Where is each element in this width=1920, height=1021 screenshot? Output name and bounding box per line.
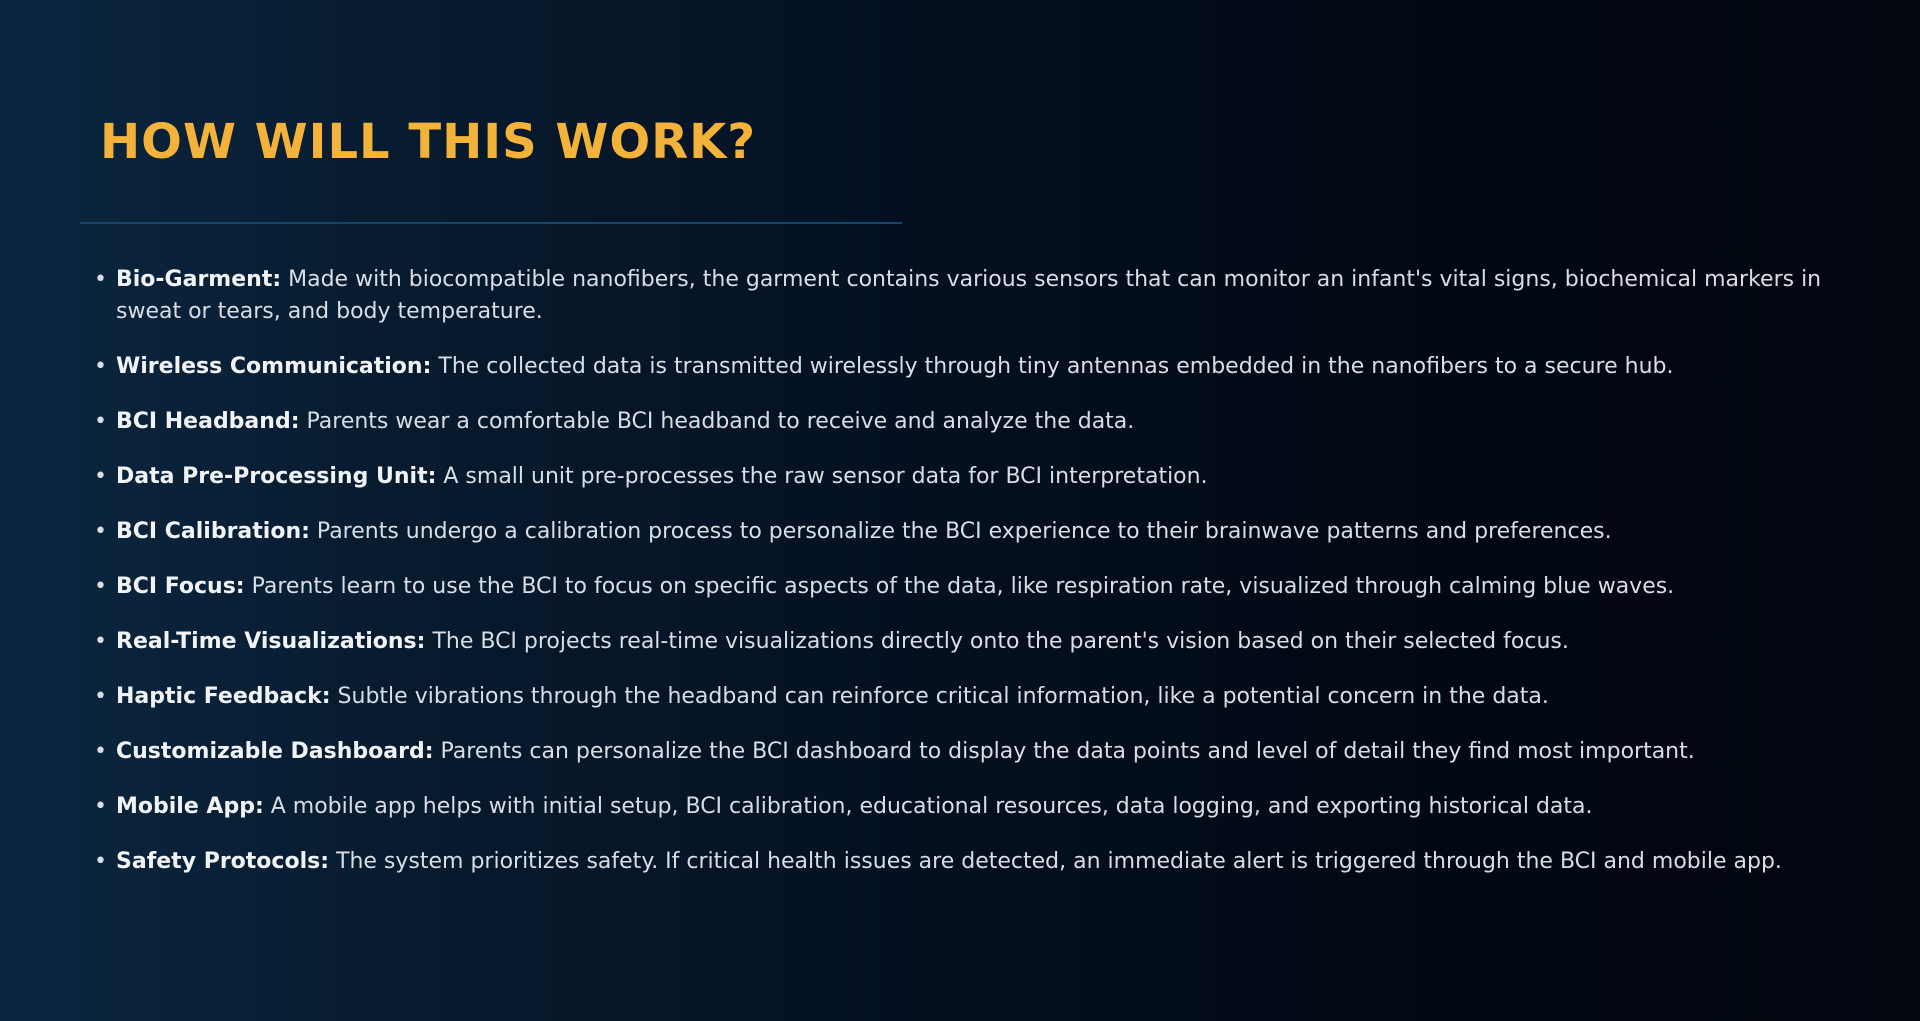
bullet-dot-icon: • (94, 684, 107, 709)
list-item-bci-calibration (92, 516, 1832, 548)
bullet-term: Real-Time Visualizations: (116, 629, 426, 654)
bullet-term: Mobile App: (116, 794, 264, 819)
slide-title: HOW WILL THIS WORK? (100, 114, 757, 170)
bullet-dot-icon: • (94, 409, 107, 434)
list-item-mobile-app (92, 791, 1832, 823)
bullet-text: Made with biocompatible nanofibers, the garment contains various sensors that can monitor an infant's vital signs, biochemical markers in sweat or tears, and body temperature. (116, 267, 1822, 324)
bullet-term: Customizable Dashboard: (116, 739, 434, 764)
title-divider (80, 222, 902, 224)
bullet-text: Subtle vibrations through the headband can reinforce critical information, like a potential concern in the data. (330, 684, 1549, 709)
bullet-text: The collected data is transmitted wirelessly through tiny antennas embedded in the nanofibers to a secure hub. (431, 354, 1674, 379)
list-item-bci-focus (92, 571, 1832, 603)
list-item-bio-garment (92, 264, 1832, 328)
bullet-term: Haptic Feedback: (116, 684, 331, 709)
bullet-dot-icon: • (94, 574, 107, 599)
bullet-dot-icon: • (94, 519, 107, 544)
list-item-haptic-feedback (92, 681, 1832, 713)
list-item-safety-protocols (92, 846, 1832, 878)
list-item-customizable-dashboard (92, 736, 1832, 768)
bullet-text: Parents learn to use the BCI to focus on specific aspects of the data, like respiration rate, visualized through calming blue waves. (244, 574, 1675, 599)
list-item-bci-headband (92, 406, 1832, 438)
bullet-term: BCI Focus: (116, 574, 245, 599)
bullet-dot-icon: • (94, 849, 107, 874)
bullet-dot-icon: • (94, 629, 107, 654)
bullet-text: Parents wear a comfortable BCI headband to receive and analyze the data. (299, 409, 1135, 434)
bullet-term: Data Pre-Processing Unit: (116, 464, 437, 489)
bullet-dot-icon: • (94, 794, 107, 819)
bullet-text: The system prioritizes safety. If critical health issues are detected, an immediate alert is triggered through the BCI and mobile app. (329, 849, 1782, 874)
bullet-dot-icon: • (94, 267, 107, 292)
list-item-real-time-visualizations (92, 626, 1832, 658)
bullet-term: Safety Protocols: (116, 849, 330, 874)
bullet-text: The BCI projects real-time visualizations directly onto the parent's vision based on their selected focus. (425, 629, 1569, 654)
bullet-term: Wireless Communication: (116, 354, 432, 379)
list-item-wireless-communication (92, 351, 1832, 383)
bullet-term: BCI Headband: (116, 409, 300, 434)
bullet-list (92, 264, 1832, 901)
bullet-dot-icon: • (94, 354, 107, 379)
bullet-term: Bio-Garment: (116, 267, 282, 292)
bullet-term: BCI Calibration: (116, 519, 310, 544)
bullet-text: Parents can personalize the BCI dashboard to display the data points and level of detail they find most important. (433, 739, 1695, 764)
bullet-dot-icon: • (94, 739, 107, 764)
list-item-data-pre-processing-unit (92, 461, 1832, 493)
bullet-text: A mobile app helps with initial setup, BCI calibration, educational resources, data logging, and exporting historical data. (263, 794, 1593, 819)
bullet-text: A small unit pre-processes the raw sensor data for BCI interpretation. (436, 464, 1208, 489)
bullet-dot-icon: • (94, 464, 107, 489)
bullet-text: Parents undergo a calibration process to personalize the BCI experience to their brainwave patterns and preferences. (309, 519, 1612, 544)
